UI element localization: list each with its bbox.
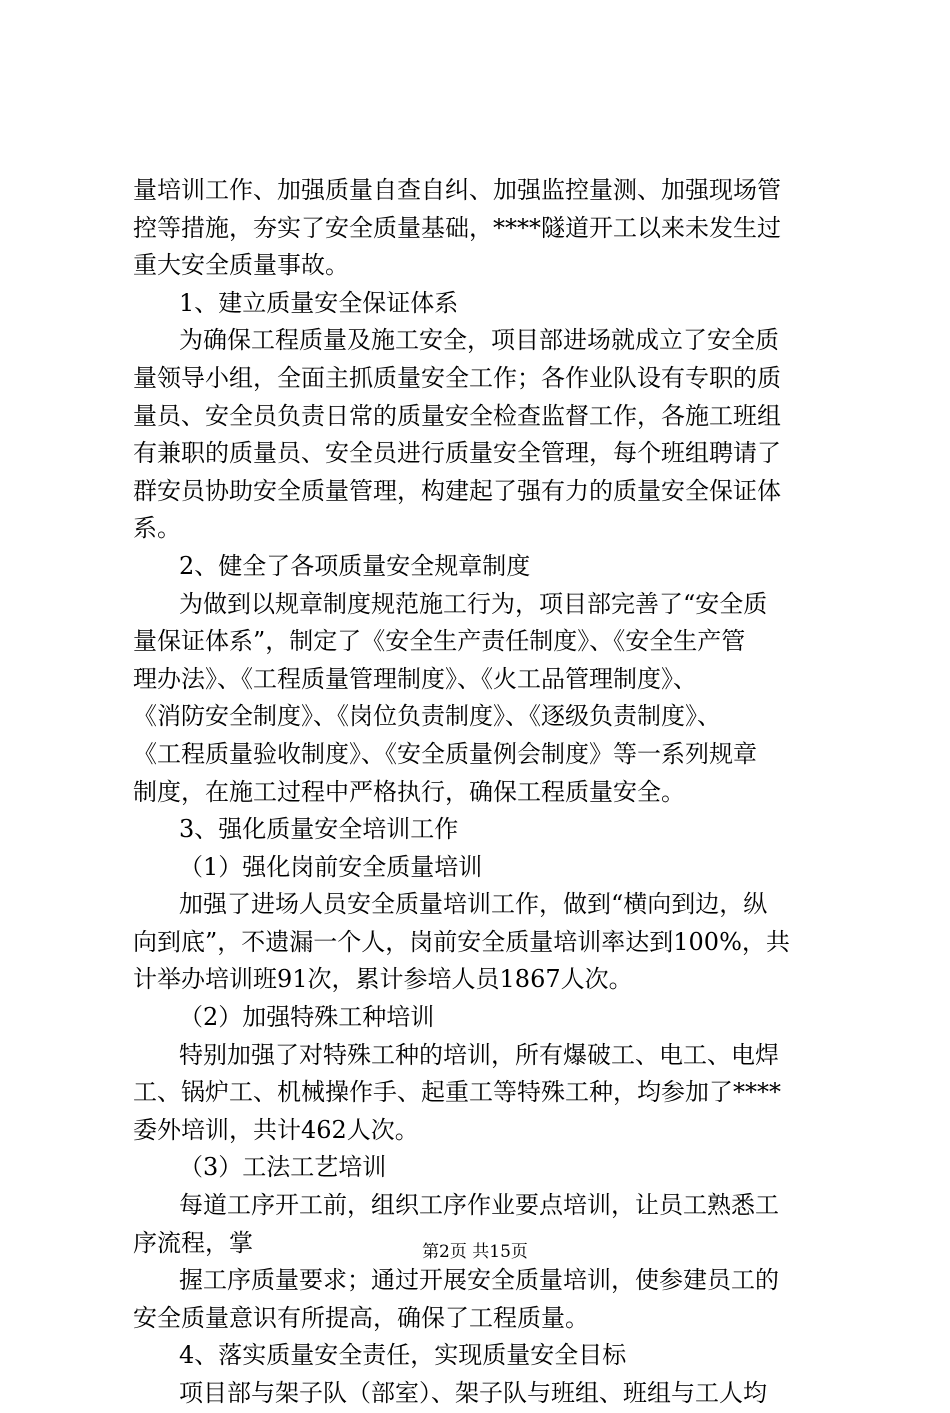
text-line: 特别加强了对特殊工种的培训，所有爆破工、电工、电焊	[179, 1040, 779, 1069]
text-line: 2、健全了各项质量安全规章制度	[179, 551, 531, 580]
text-line: 控等措施，夯实了安全质量基础，****隧道开工以来未发生过	[133, 213, 781, 242]
text-line: 系。	[133, 514, 181, 543]
text-line: 重大安全质量事故。	[133, 251, 349, 280]
text-line: 3、强化质量安全培训工作	[179, 815, 459, 844]
text-line: 群安员协助安全质量管理，构建起了强有力的质量安全保证体	[133, 476, 781, 505]
text-line: 《工程质量验收制度》、《安全质量例会制度》等一系列规章	[133, 739, 757, 768]
text-line: 每道工序开工前，组织工序作业要点培训，让员工熟悉工	[179, 1191, 779, 1220]
text-line: 4、落实质量安全责任，实现质量安全目标	[179, 1341, 627, 1370]
text-line: （1）强化岗前安全质量培训	[179, 852, 483, 881]
text-line: 量培训工作、加强质量自查自纠、加强监控量测、加强现场管	[133, 176, 781, 204]
text-line: 安全质量意识有所提高，确保了工程质量。	[133, 1303, 589, 1332]
text-line: 计举办培训班91次，累计参培人员1867人次。	[133, 965, 633, 994]
text-line: 序流程，掌	[133, 1228, 253, 1257]
text-line: 《消防安全制度》、《岗位负责制度》、《逐级负责制度》、	[133, 702, 721, 731]
text-line: 加强了进场人员安全质量培训工作，做到“横向到边，纵	[179, 890, 768, 919]
text-line: 量保证体系”，制定了《安全生产责任制度》、《安全生产管	[133, 627, 746, 656]
text-line: 委外培训，共计462人次。	[133, 1115, 419, 1144]
text-line: （3）工法工艺培训	[179, 1153, 387, 1182]
text-line: 项目部与架子队（部室）、架子队与班组、班组与工人均	[179, 1379, 767, 1407]
document-body	[133, 172, 833, 1413]
text-line: 工、锅炉工、机械操作手、起重工等特殊工种，均参加了****	[133, 1078, 781, 1107]
text-line: 有兼职的质量员、安全员进行质量安全管理，每个班组聘请了	[133, 439, 781, 468]
text-line: 向到底”，不遗漏一个人，岗前安全质量培训率达到100%，共	[133, 927, 790, 956]
text-line: 制度，在施工过程中严格执行，确保工程质量安全。	[133, 777, 685, 806]
text-line: 握工序质量要求；通过开展安全质量培训，使参建员工的	[179, 1266, 779, 1295]
text-line: 量员、安全员负责日常的质量安全检查监督工作，各施工班组	[133, 401, 781, 430]
page-footer: 第2页 共15页	[422, 1242, 528, 1262]
text-line: （2）加强特殊工种培训	[179, 1003, 435, 1032]
text-line: 理办法》、《工程质量管理制度》、《火工品管理制度》、	[133, 664, 697, 693]
text-line: 为确保工程质量及施工安全，项目部进场就成立了安全质	[179, 326, 779, 355]
text-line: 1、建立质量安全保证体系	[179, 288, 459, 317]
text-line: 为做到以规章制度规范施工行为，项目部完善了“安全质	[179, 589, 768, 618]
text-line: 量领导小组，全面主抓质量安全工作；各作业队设有专职的质	[133, 363, 781, 392]
